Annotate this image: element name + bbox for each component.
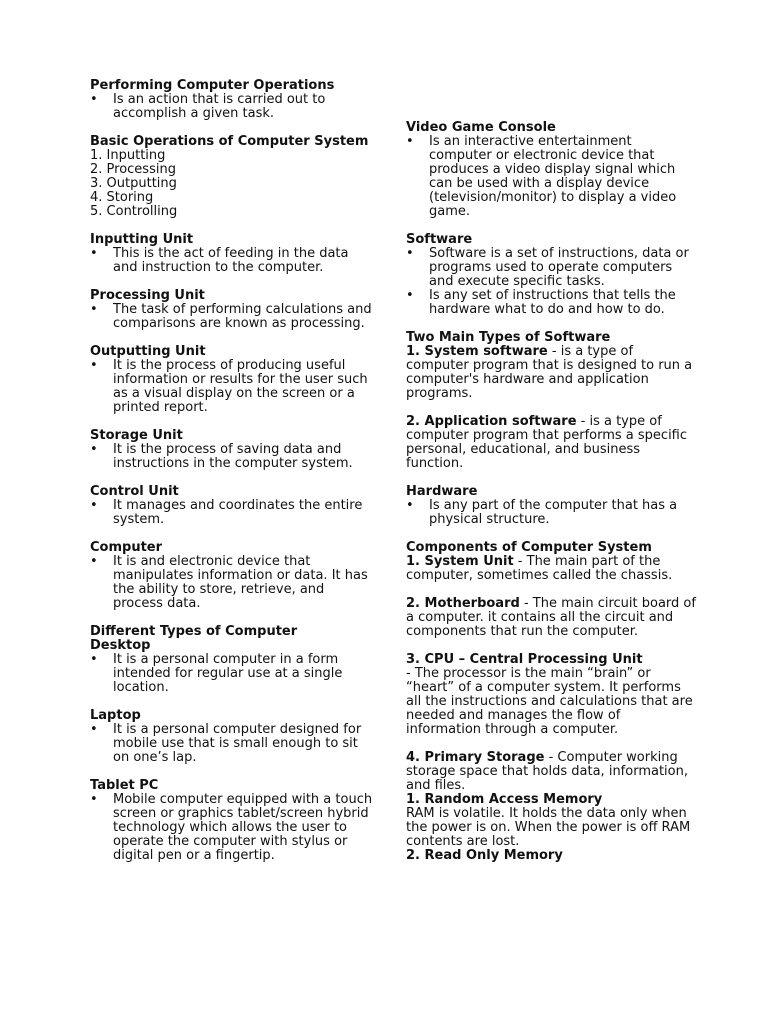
section-motherboard	[406, 597, 696, 639]
section-outputting-unit	[90, 345, 375, 415]
bullet-item: • Mobile computer equipped with a touch screen or graphics tablet/screen hybrid technology which allows the user to operate the computer with stylus or digital pen or a fingertip.	[90, 793, 375, 863]
bullet-item: • It is a personal computer in a form intended for regular use at a single location.	[90, 653, 375, 695]
term-label: 3. CPU – Central Processing Unit	[406, 652, 643, 667]
section-types-of-software	[406, 331, 696, 401]
bullet-list	[90, 555, 375, 611]
section-heading: Outputting Unit	[90, 344, 206, 359]
section-heading: Basic Operations of Computer System	[90, 134, 369, 149]
bullet-item: • It manages and coordinates the entire system.	[90, 499, 375, 527]
bullet-list	[90, 793, 375, 863]
section-heading: Tablet PC	[90, 778, 159, 793]
subsection-heading: Desktop	[90, 638, 151, 653]
numbered-item: 2. Processing	[90, 162, 176, 177]
bullet-item: • Is any set of instructions that tells the hardware what to do and how to do.	[406, 289, 696, 317]
numbered-item: 5. Controlling	[90, 204, 178, 219]
section-performing-operations	[90, 79, 375, 121]
term-label: 2. Application software	[406, 414, 577, 429]
term-description: - The processor is the main “brain” or “heart” of a computer system. It performs all the instructions and calculations that are needed and manages the flow of information through a computer.	[406, 666, 693, 737]
bullet-item: • It is and electronic device that manipulates information or data. It has the ability to store, retrieve, and process data.	[90, 555, 375, 611]
section-heading: Inputting Unit	[90, 232, 194, 247]
section-heading: Hardware	[406, 484, 478, 499]
bullet-list	[90, 653, 375, 695]
bullet-list	[90, 443, 375, 471]
subterm-label: 2. Read Only Memory	[406, 848, 563, 863]
term-label: 4. Primary Storage	[406, 750, 545, 765]
section-inputting-unit	[90, 233, 375, 275]
term-description: - The main part of the computer, sometimes called the chassis.	[406, 554, 673, 583]
definition-paragraph	[406, 415, 696, 471]
definition-paragraph	[406, 751, 696, 793]
section-primary-storage	[406, 751, 696, 863]
numbered-item: 4. Storing	[90, 190, 154, 205]
section-software	[406, 233, 696, 317]
section-computer	[90, 541, 375, 611]
term-description: - is a type of computer program that is designed to run a computer's hardware and application programs.	[406, 344, 693, 401]
section-tablet-pc	[90, 779, 375, 863]
bullet-item: • The task of performing calculations and comparisons are known as processing.	[90, 303, 375, 331]
bullet-list	[406, 499, 696, 527]
section-hardware	[406, 485, 696, 527]
definition-paragraph	[406, 345, 696, 401]
definition-paragraph	[406, 597, 696, 639]
section-storage-unit	[90, 429, 375, 471]
section-heading: Performing Computer Operations	[90, 78, 335, 93]
left-column	[90, 79, 375, 877]
bullet-item: • It is the process of producing useful information or results for the user such as a visual display on the screen or a printed report.	[90, 359, 375, 415]
bullet-item: • Software is a set of instructions, data or programs used to operate computers and execute specific tasks.	[406, 247, 696, 289]
section-types-of-computer	[90, 625, 375, 695]
bullet-list	[90, 247, 375, 275]
term-label: 1. System Unit	[406, 554, 514, 569]
section-heading: Components of Computer System	[406, 540, 652, 555]
term-label: 2. Motherboard	[406, 596, 520, 611]
section-heading: Different Types of Computer	[90, 624, 298, 639]
subterm-description: RAM is volatile. It holds the data only when the power is on. When the power is off RAM contents are lost.	[406, 806, 691, 849]
bullet-item: • This is the act of feeding in the data and instruction to the computer.	[90, 247, 375, 275]
section-heading: Software	[406, 232, 473, 247]
subterm-label: 1. Random Access Memory	[406, 792, 603, 807]
bullet-list	[90, 303, 375, 331]
numbered-item: 3. Outputting	[90, 176, 177, 191]
numbered-item: 1. Inputting	[90, 148, 166, 163]
section-basic-operations	[90, 135, 375, 219]
section-laptop	[90, 709, 375, 765]
bullet-list	[90, 723, 375, 765]
term-label: 1. System software	[406, 344, 548, 359]
term-description: - is a type of computer program that performs a specific personal, educational, and business function.	[406, 414, 688, 471]
bullet-item: • Is an action that is carried out to accomplish a given task.	[90, 93, 375, 121]
term-description: - Computer working storage space that holds data, information, and files.	[406, 750, 688, 793]
bullet-list	[406, 135, 696, 219]
section-heading: Control Unit	[90, 484, 179, 499]
bullet-list	[90, 359, 375, 415]
section-control-unit	[90, 485, 375, 527]
section-video-game-console	[406, 121, 696, 219]
bullet-list	[90, 499, 375, 527]
section-heading: Processing Unit	[90, 288, 205, 303]
bullet-list	[90, 93, 375, 121]
section-heading: Two Main Types of Software	[406, 330, 611, 345]
bullet-item: • Is an interactive entertainment computer or electronic device that produces a video display signal which can be used with a display device (television/monitor) to display a video game.	[406, 135, 696, 219]
section-heading: Laptop	[90, 708, 141, 723]
bullet-item: • Is any part of the computer that has a physical structure.	[406, 499, 696, 527]
section-heading: Storage Unit	[90, 428, 183, 443]
section-cpu	[406, 653, 696, 737]
term-description: - The main circuit board of a computer. it contains all the circuit and components that run the computer.	[406, 596, 696, 639]
bullet-item: • It is the process of saving data and instructions in the computer system.	[90, 443, 375, 471]
section-heading: Computer	[90, 540, 163, 555]
section-heading: Video Game Console	[406, 120, 556, 135]
bullet-list	[406, 247, 696, 317]
section-application-software	[406, 415, 696, 471]
bullet-item: • It is a personal computer designed for mobile use that is small enough to sit on one’s lap.	[90, 723, 375, 765]
definition-paragraph	[406, 555, 696, 583]
section-processing-unit	[90, 289, 375, 331]
section-components	[406, 541, 696, 583]
right-column	[406, 121, 696, 877]
